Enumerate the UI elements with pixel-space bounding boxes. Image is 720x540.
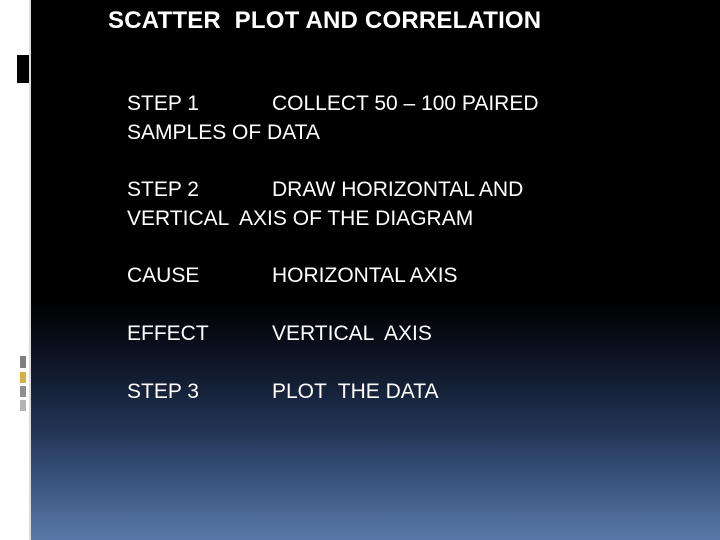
accent-bar-light-gray [20, 400, 26, 411]
step-2-continuation: VERTICAL AXIS OF THE DIAGRAM [127, 207, 474, 230]
left-panel-edge [29, 0, 31, 540]
cause-row [127, 261, 458, 290]
step-2 [127, 175, 523, 233]
step-1-label: STEP 1 [127, 92, 199, 115]
effect-label: EFFECT [127, 322, 209, 345]
step-3-row [127, 377, 438, 406]
accent-block [17, 55, 29, 83]
step-1-text: COLLECT 50 – 100 PAIRED [272, 92, 539, 115]
step-1-continuation: SAMPLES OF DATA [127, 121, 320, 144]
cause-label: CAUSE [127, 264, 200, 287]
step-1 [127, 89, 539, 147]
slide-title: SCATTER PLOT AND CORRELATION [108, 7, 542, 34]
accent-bar-gray [20, 386, 26, 397]
cause-value: HORIZONTAL AXIS [272, 264, 458, 287]
accent-bar-gray [20, 356, 26, 368]
step-3-value: PLOT THE DATA [272, 380, 439, 403]
effect-value: VERTICAL AXIS [272, 322, 432, 345]
effect-row [127, 319, 432, 348]
step-3-label: STEP 3 [127, 380, 199, 403]
accent-bar-gold [20, 372, 26, 383]
step-2-text: DRAW HORIZONTAL AND [272, 178, 524, 201]
step-2-label: STEP 2 [127, 178, 199, 201]
